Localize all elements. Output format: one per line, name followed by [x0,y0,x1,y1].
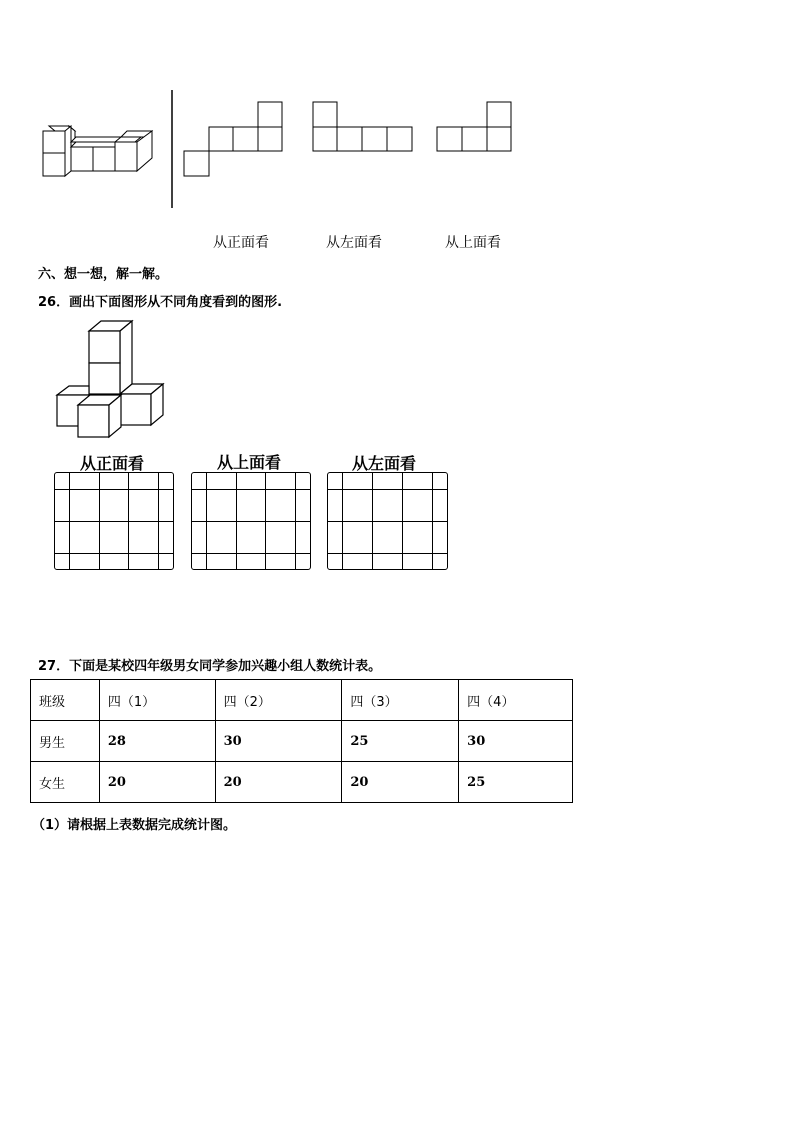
section-title: 六、想一想，解一解。 [38,267,169,282]
table-cell: 28 [99,721,215,762]
table-cell: 30 [459,721,573,762]
table-cell: 20 [342,762,459,803]
table-header-row [31,680,573,721]
table-row [31,721,573,762]
table-header-cell: 班级 [31,680,100,721]
stats-table [30,679,573,803]
table-header-cell: 四（2） [215,680,342,721]
q27-title: 27．下面是某校四年级男女同学参加兴趣小组人数统计表。 [38,659,382,674]
table-row [31,762,573,803]
table-cell: 20 [99,762,215,803]
drawing-grid-front[interactable] [54,472,174,570]
row-label-boys: 男生 [31,721,100,762]
top-view-shape [437,102,511,151]
table-cell: 30 [215,721,342,762]
table-header-cell: 四（1） [99,680,215,721]
drawing-grid-left[interactable] [327,472,448,570]
q26-title: 26．画出下面图形从不同角度看到的图形. [38,295,283,310]
drawing-grid-top[interactable] [191,472,311,570]
grid-title-left: 从左面看 [352,454,417,473]
left-view-shape [313,102,412,151]
q26-cube-figure [57,321,163,437]
q27-sub-question: （1）请根据上表数据完成统计图。 [32,818,237,833]
table-header-cell: 四（3） [342,680,459,721]
view-label-left: 从左面看 [326,235,382,251]
view-label-front: 从正面看 [213,235,269,251]
front-view-shape [184,102,282,176]
table-cell: 25 [459,762,573,803]
table-cell: 20 [215,762,342,803]
table-header-cell: 四（4） [459,680,573,721]
view-label-top: 从上面看 [445,235,501,251]
cube-solid-figure [43,126,152,176]
row-label-girls: 女生 [31,762,100,803]
grid-title-front: 从正面看 [80,454,145,473]
table-cell: 25 [342,721,459,762]
grid-title-top: 从上面看 [217,453,282,472]
